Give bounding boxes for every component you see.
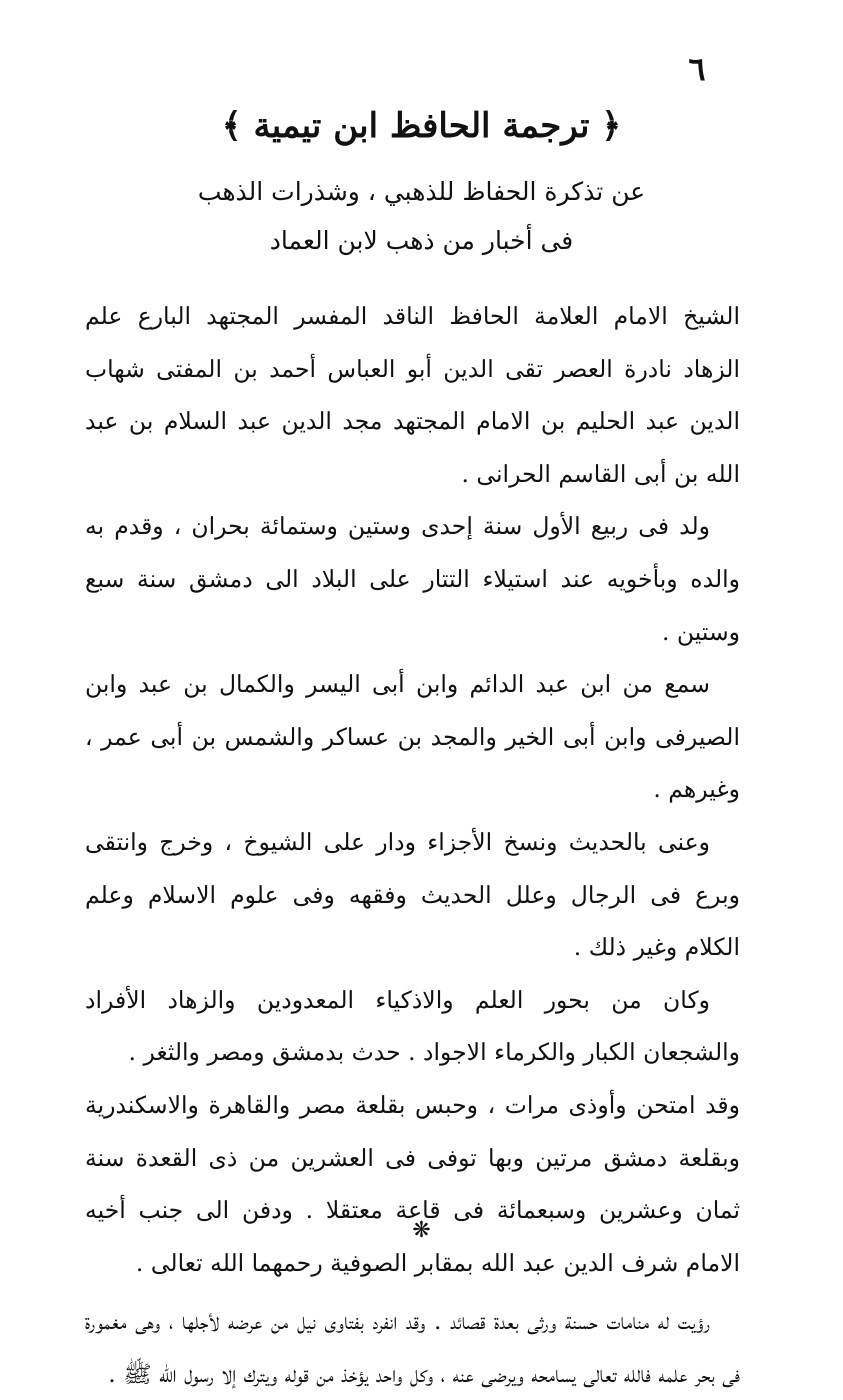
paragraph-trials: وقد امتحن وأوذى مرات ، وحبس بقلعة مصر والقاهرة والاسكندرية وبقلعة دمشق مرتين وبها توفى فى العشرين من ذى القعدة سنة ثمان وعشرين وسبعمائة فى قاعة معتقلا . ودفن الى جنب أخيه الامام شرف الدين عبد الله بمقابر الصوفية رحمهما الله تعالى . — [85, 1090, 740, 1277]
paragraph-studies: وعنى بالحديث ونسخ الأجزاء ودار على الشيوخ ، وخرج وانتقى وبرع فى الرجال وعلل الحديث وفقهه وفى علوم الاسلام وعلم الكلام وغير ذلك . — [85, 827, 740, 962]
ornament-asterisk: ❋ — [412, 1218, 431, 1243]
paragraph-birth: ولد فى ربيع الأول سنة إحدى وستين وستمائة بحران ، وقدم به والده وبأخويه عند استيلاء التتار على البلاد الى دمشق سنة سبع وستين . — [85, 512, 740, 646]
paragraph-teachers: سمع من ابن عبد الدائم وابن أبى اليسر والكمال بن عبد وابن الصيرفى وابن أبى الخير والمجد بن عساكر والشمس بن أبى عمر ، وغيرهم . — [85, 670, 740, 804]
page-number: ٦ — [688, 50, 706, 88]
paragraph-character: وكان من بحور العلم والاذكياء المعدودين والزهاد الأفراد والشجعان الكبار والكرماء الاجواد . حدث بدمشق ومصر والثغر . — [85, 985, 740, 1067]
chapter-title: ﴿ ترجمة الحافظ ابن تيمية ﴾ — [221, 106, 622, 146]
subtitle-line-2: فى أخبار من ذهب لابن العماد — [269, 226, 574, 255]
subtitle-line-1: عن تذكرة الحفاظ للذهبي ، وشذرات الذهب — [197, 177, 646, 206]
paragraph-lineage: الشيخ الامام العلامة الحافظ الناقد المفسر المجتهد البارع علم الزهاد نادرة العصر تقى الدين أبو العباس أحمد بن المفتى شهاب الدين عبد الحليم بن الامام المجتهد مجد الدين عبد السلام بن عبد الله بن أبى القاسم الحرانى . — [85, 302, 740, 488]
paragraph-legacy: رؤيت له منامات حسنة ورثى بعدة قصائد . وقد انفرد بفتاوى نيل من عرضه لأجلها ، وهى مغمورة فى بحر علمه فالله تعالى يسامحه ويرضى عنه ، وكل واحد يؤخذ من قوله ويترك إلا رسول الله ﷺ . — [85, 1307, 740, 1388]
